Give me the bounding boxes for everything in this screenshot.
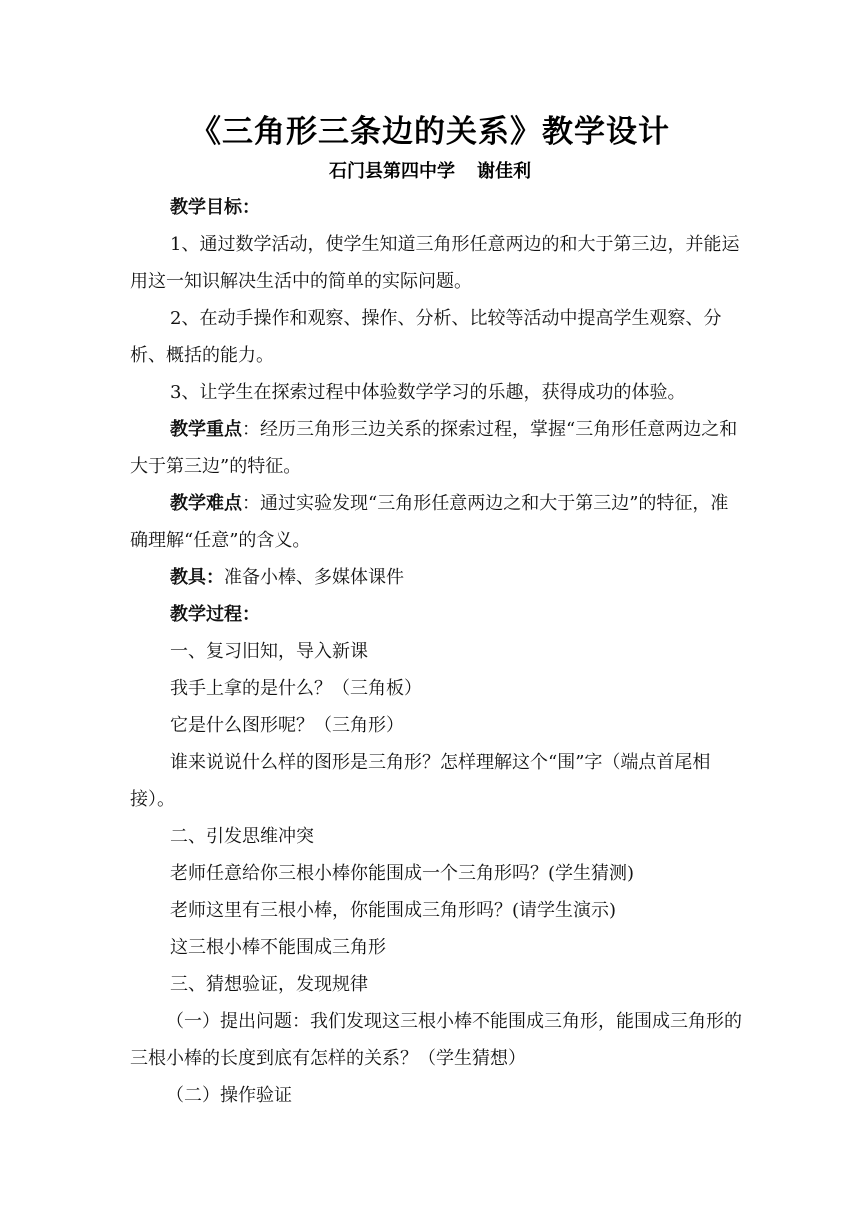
paragraph-section-3: 三、猜想验证，发现规律 bbox=[170, 974, 368, 995]
paragraph-section-2: 二、引发思维冲突 bbox=[170, 826, 314, 847]
paragraph-question-2: 它是什么图形呢？（三角形） bbox=[170, 715, 404, 736]
paragraph-subsection-2: （二）操作验证 bbox=[166, 1085, 292, 1106]
paragraph-objective-2: 2、在动手操作和观察、操作、分析、比较等活动中提高学生观察、分析、概括的能力。 bbox=[130, 308, 722, 366]
paragraph-question-3: 谁来说说什么样的图形是三角形？怎样理解这个“围”字（端点首尾相接）。 bbox=[130, 752, 711, 810]
paragraph-question-4: 老师任意给你三根小棒你能围成一个三角形吗？(学生猜测) bbox=[170, 863, 635, 884]
author-line bbox=[0, 157, 860, 183]
author-name: 谢佳利 bbox=[477, 161, 531, 182]
paragraph-teaching-aids: 教具：准备小棒、多媒体课件 bbox=[170, 567, 404, 588]
document-body bbox=[130, 189, 742, 1114]
paragraph-objective-1: 1、通过数学活动，使学生知道三角形任意两边的和大于第三边，并能运用这一知识解决生活中的简单的实际问题。 bbox=[130, 234, 740, 292]
paragraph-objectives-heading: 教学目标： bbox=[170, 197, 260, 218]
author-school: 石门县第四中学 bbox=[329, 161, 455, 182]
paragraph-key-point: 教学重点：经历三角形三边关系的探索过程，掌握“三角形任意两边之和大于第三边”的特征。 bbox=[130, 419, 738, 477]
paragraph-question-1: 我手上拿的是什么？（三角板） bbox=[170, 678, 422, 699]
paragraph-statement: 这三根小棒不能围成三角形 bbox=[170, 937, 386, 958]
paragraph-section-1: 一、复习旧知，导入新课 bbox=[170, 641, 368, 662]
paragraph-difficulty: 教学难点：通过实验发现“三角形任意两边之和大于第三边”的特征，准确理解“任意”的含义。 bbox=[130, 493, 729, 551]
paragraph-objective-3: 3、让学生在探索过程中体验数学学习的乐趣，获得成功的体验。 bbox=[170, 382, 686, 403]
document-title: 《三角形三条边的关系》教学设计 bbox=[190, 114, 670, 150]
paragraph-question-5: 老师这里有三根小棒，你能围成三角形吗？(请学生演示) bbox=[170, 900, 617, 921]
paragraph-subsection-1: （一）提出问题：我们发现这三根小棒不能围成三角形，能围成三角形的三根小棒的长度到底有怎样的关系？（学生猜想） bbox=[130, 1011, 742, 1069]
paragraph-process-heading: 教学过程： bbox=[170, 604, 260, 625]
